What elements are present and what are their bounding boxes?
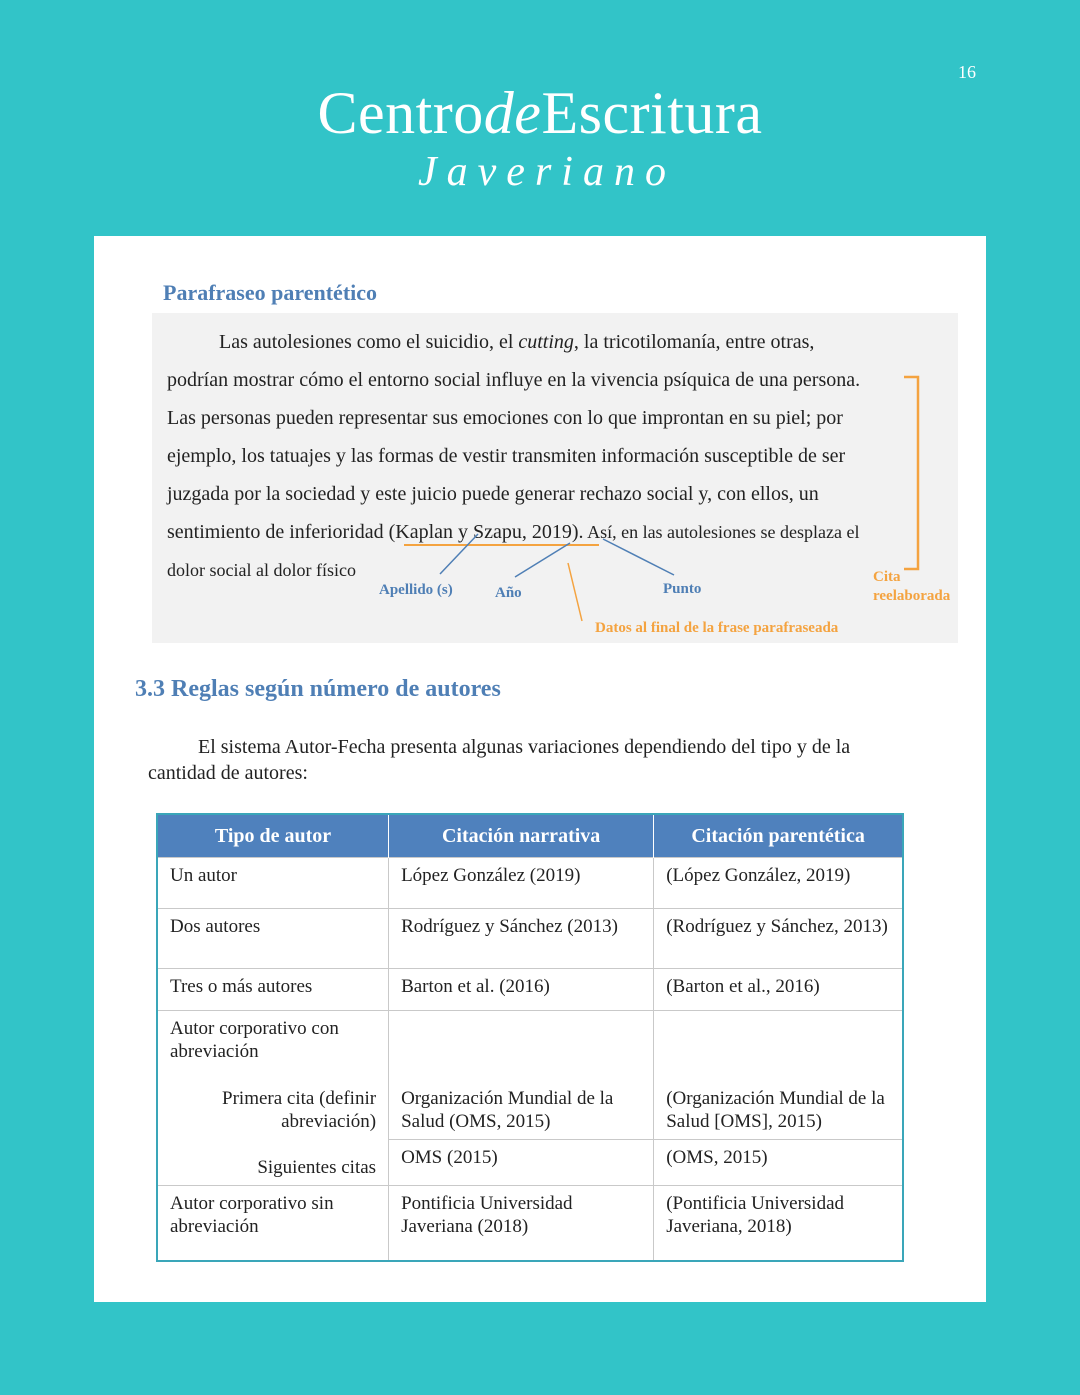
paraphrase-line-4: ejemplo, los tatuajes y las formas de vestir transmiten información susceptible de ser xyxy=(167,445,846,467)
paraphrase-line-6b: Así, en las autolesiones se desplaza el xyxy=(583,522,860,542)
paraphrase-line-2: podrían mostrar cómo el entorno social influye en la vivencia psíquica de una persona. xyxy=(167,369,861,391)
table-cell: Un autor xyxy=(157,858,389,909)
paraphrase-example-box xyxy=(152,313,958,643)
table-cell: (Barton et al., 2016) xyxy=(654,969,903,1011)
table-row xyxy=(157,1139,903,1185)
punto-pointer xyxy=(603,539,674,575)
header-citacion-parentetica: Citación parentética xyxy=(654,814,903,858)
paraphrase-line-5: juzgada por la sociedad y este juicio puede generar rechazo social y, con ellos, un xyxy=(167,483,819,505)
paraphrase-line-7: dolor social al dolor físico xyxy=(167,560,356,580)
centro-de-escritura-logo xyxy=(0,78,1080,196)
table-cell: (López González, 2019) xyxy=(654,858,903,909)
table-cell: Pontificia Universidad Javeriana (2018) xyxy=(389,1185,654,1261)
paraphrase-line-1a: Las autolesiones como el suicidio, el xyxy=(219,331,519,353)
annotation-cita-line2: reelaborada xyxy=(873,588,951,604)
annotation-lines xyxy=(152,313,958,643)
header-citacion-narrativa: Citación narrativa xyxy=(389,814,654,858)
table-cell xyxy=(389,1011,654,1081)
intro-line-1: El sistema Autor-Fecha presenta algunas variaciones dependiendo del tipo y de la xyxy=(198,736,851,758)
annotation-cita-line1: Cita xyxy=(873,569,901,585)
table-cell: Autor corporativo sin abreviación xyxy=(157,1185,389,1261)
logo-centro: Centro xyxy=(317,80,484,146)
table-cell: OMS (2015) xyxy=(389,1139,654,1185)
annotation-datos: Datos al final de la frase parafraseada xyxy=(595,620,839,636)
table-row xyxy=(157,1185,903,1261)
table-cell: López González (2019) xyxy=(389,858,654,909)
paraphrase-line-3: Las personas pueden representar sus emociones con lo que improntan en su piel; por xyxy=(167,407,843,429)
page-number: 16 xyxy=(958,62,976,82)
paraphrase-line-1b: , la tricotilomanía, entre otras, xyxy=(573,331,815,353)
table-row xyxy=(157,1011,903,1081)
table-cell: Dos autores xyxy=(157,909,389,969)
table-row xyxy=(157,1081,903,1140)
table-cell: (Organización Mundial de la Salud [OMS], 2015) xyxy=(654,1081,903,1140)
table-header-row xyxy=(157,814,903,858)
next-citations-label-cell: Siguientes citas xyxy=(157,1139,389,1185)
paraphrase-line-6a: sentimiento de inferioridad (Kaplan y Szapu, 2019). xyxy=(167,521,584,543)
table-row xyxy=(157,909,903,969)
anio-pointer xyxy=(515,543,570,577)
apellido-pointer xyxy=(440,534,478,574)
logo-javeriano: Javeriano xyxy=(418,149,676,195)
annotation-anio: Año xyxy=(495,585,522,601)
paraphrase-line-1-emphasis: cutting xyxy=(518,331,574,353)
annotation-punto: Punto xyxy=(663,581,702,597)
table-cell xyxy=(654,1011,903,1081)
first-citation-label-cell: Primera cita (definir abreviación) xyxy=(157,1081,389,1140)
header-tipo-de-autor: Tipo de autor xyxy=(157,814,389,858)
annotation-apellido: Apellido (s) xyxy=(379,582,453,598)
intro-line-2: cantidad de autores: xyxy=(148,762,308,784)
logo-escritura: Escritura xyxy=(541,80,763,146)
table-cell: (Rodríguez y Sánchez, 2013) xyxy=(654,909,903,969)
table-cell: (Pontificia Universidad Javeriana, 2018) xyxy=(654,1185,903,1261)
logo-de: de xyxy=(483,80,542,146)
table-cell: Barton et al. (2016) xyxy=(389,969,654,1011)
author-rules-table xyxy=(156,813,904,1262)
table-cell: Organización Mundial de la Salud (OMS, 2015) xyxy=(389,1081,654,1140)
cita-reelaborada-bracket xyxy=(904,377,918,569)
datos-pointer xyxy=(568,563,582,621)
section-heading: 3.3 Reglas según número de autores xyxy=(135,676,501,702)
table-cell: Tres o más autores xyxy=(157,969,389,1011)
annotation-cita-reelaborada xyxy=(873,568,950,606)
table-row xyxy=(157,969,903,1011)
paraphrase-title: Parafraseo parentético xyxy=(163,280,378,305)
section-intro xyxy=(148,734,928,786)
corporate-label-cell: Autor corporativo con abreviación xyxy=(157,1011,389,1081)
table-cell: (OMS, 2015) xyxy=(654,1139,903,1185)
table-cell: Rodríguez y Sánchez (2013) xyxy=(389,909,654,969)
content-card xyxy=(94,236,986,1302)
table-row xyxy=(157,858,903,909)
